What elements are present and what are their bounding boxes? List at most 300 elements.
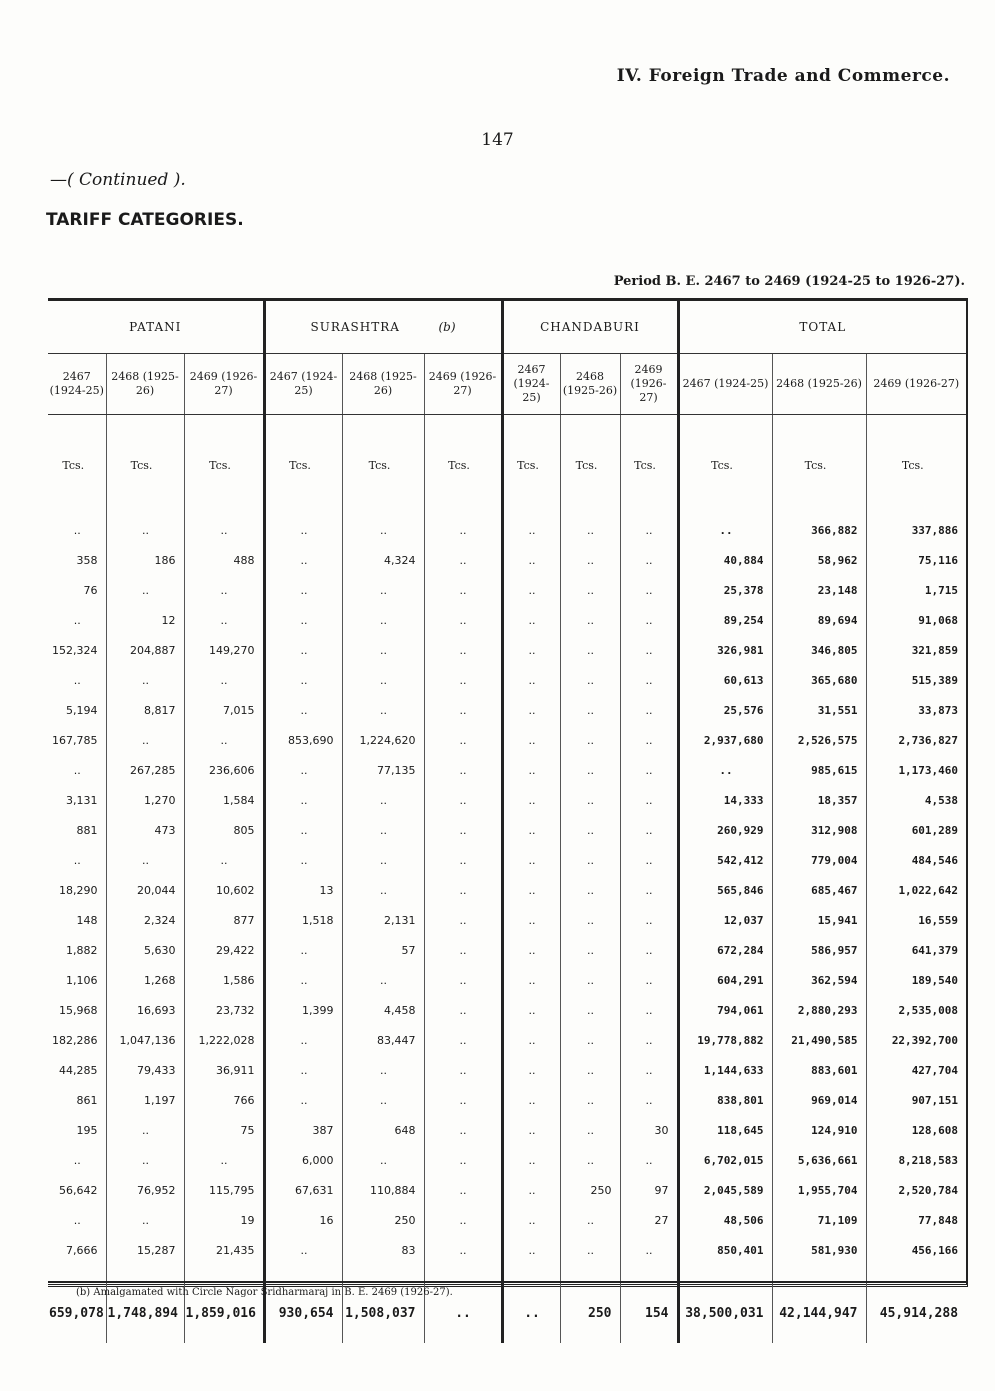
table-cell: .. bbox=[424, 605, 502, 635]
unit-label: Tcs. bbox=[424, 415, 502, 516]
table-cell: 1,584 bbox=[184, 785, 264, 815]
table-row bbox=[48, 695, 966, 725]
table-cell: .. bbox=[424, 1025, 502, 1055]
table-cell: .. bbox=[502, 605, 560, 635]
table-cell: 33,873 bbox=[866, 695, 966, 725]
year-header: 2468 (1925-26) bbox=[342, 354, 424, 415]
table-cell: 881 bbox=[76, 823, 98, 837]
table-cell: .. bbox=[620, 635, 678, 665]
table-cell: 167,785 bbox=[52, 733, 98, 747]
total-cell: 250 bbox=[560, 1282, 620, 1343]
table-cell: .. bbox=[264, 965, 342, 995]
table-cell: 5,630 bbox=[106, 935, 184, 965]
spacer-cell bbox=[866, 1265, 966, 1282]
table-cell: 321,859 bbox=[866, 635, 966, 665]
table-cell: .. bbox=[342, 875, 424, 905]
table-cell: .. bbox=[560, 545, 620, 575]
spacer-cell bbox=[184, 1265, 264, 1282]
table-cell: 4,458 bbox=[342, 995, 424, 1025]
table-cell: .. bbox=[342, 515, 424, 545]
table-cell: 1,518 bbox=[264, 905, 342, 935]
table-cell: 366,882 bbox=[772, 515, 866, 545]
table-cell: 427,704 bbox=[866, 1055, 966, 1085]
table-cell: .. bbox=[620, 515, 678, 545]
group-header-total: TOTAL bbox=[678, 301, 966, 354]
table-cell: .. bbox=[620, 905, 678, 935]
table-cell: 19,778,882 bbox=[678, 1025, 772, 1055]
table-cell: .. bbox=[620, 575, 678, 605]
year-header-row bbox=[48, 354, 966, 415]
table-cell: .. bbox=[424, 1085, 502, 1115]
table-cell: .. bbox=[264, 635, 342, 665]
table-cell: .. bbox=[502, 1235, 560, 1265]
table-cell: .. bbox=[106, 575, 184, 605]
table-cell: .. bbox=[342, 1055, 424, 1085]
table-cell: .. bbox=[620, 1025, 678, 1055]
table-cell: 260,929 bbox=[678, 815, 772, 845]
table-cell: 91,068 bbox=[866, 605, 966, 635]
table-cell: .. bbox=[106, 1145, 184, 1175]
table-cell: .. bbox=[424, 875, 502, 905]
table-cell: .. bbox=[502, 1175, 560, 1205]
table-cell: 115,795 bbox=[184, 1175, 264, 1205]
table-cell: 1,197 bbox=[106, 1085, 184, 1115]
table-cell: 542,412 bbox=[678, 845, 772, 875]
table-cell: .. bbox=[264, 1025, 342, 1055]
table-cell: .. bbox=[620, 1055, 678, 1085]
table-cell: 1,955,704 bbox=[772, 1175, 866, 1205]
table-cell: 2,526,575 bbox=[772, 725, 866, 755]
table-cell: .. bbox=[502, 725, 560, 755]
table-cell: 44,285 bbox=[59, 1063, 98, 1077]
table-cell: 2,131 bbox=[342, 905, 424, 935]
table-cell: 182,286 bbox=[52, 1033, 98, 1047]
total-cell: 42,144,947 bbox=[772, 1282, 866, 1343]
table-cell: .. bbox=[620, 845, 678, 875]
table-cell: .. bbox=[620, 1235, 678, 1265]
table-cell: 387 bbox=[264, 1115, 342, 1145]
table-cell: 326,981 bbox=[678, 635, 772, 665]
table-cell: .. bbox=[342, 845, 424, 875]
table-cell: 850,401 bbox=[678, 1235, 772, 1265]
year-header: 2469 (1926-27) bbox=[620, 354, 678, 415]
table-cell: .. bbox=[264, 575, 342, 605]
table-cell: 985,615 bbox=[772, 755, 866, 785]
table-cell: 16 bbox=[264, 1205, 342, 1235]
group-header-surashtra bbox=[264, 301, 502, 354]
table-cell: 15,968 bbox=[59, 1003, 98, 1017]
total-cell: .. bbox=[424, 1282, 502, 1343]
table-cell: .. bbox=[184, 1145, 264, 1175]
table-cell: 250 bbox=[342, 1205, 424, 1235]
table-cell: 5,194 bbox=[66, 703, 98, 717]
table-cell: 118,645 bbox=[678, 1115, 772, 1145]
table-cell: .. bbox=[502, 935, 560, 965]
table-cell: 3,131 bbox=[66, 793, 98, 807]
table-cell: 7,666 bbox=[66, 1243, 98, 1257]
table-cell: 30 bbox=[620, 1115, 678, 1145]
table-cell: .. bbox=[560, 515, 620, 545]
table-cell: .. bbox=[424, 515, 502, 545]
table-cell: .. bbox=[424, 755, 502, 785]
table-cell: .. bbox=[342, 1085, 424, 1115]
table-cell: .. bbox=[620, 725, 678, 755]
table-cell: 604,291 bbox=[678, 965, 772, 995]
table-cell: .. bbox=[73, 763, 81, 777]
table-cell: .. bbox=[106, 725, 184, 755]
total-cell: 45,914,288 bbox=[866, 1282, 966, 1343]
table-cell: 21,435 bbox=[184, 1235, 264, 1265]
table-cell: .. bbox=[264, 1085, 342, 1115]
table-cell: .. bbox=[264, 1235, 342, 1265]
table-cell: 1,224,620 bbox=[342, 725, 424, 755]
table-cell: .. bbox=[264, 515, 342, 545]
table-row bbox=[48, 875, 966, 905]
total-cell: 154 bbox=[620, 1282, 678, 1343]
table-cell: 186 bbox=[106, 545, 184, 575]
year-header: 2468 (1925-26) bbox=[106, 354, 184, 415]
table-cell: .. bbox=[502, 785, 560, 815]
table-row bbox=[48, 845, 966, 875]
table-cell: .. bbox=[560, 635, 620, 665]
table-cell: .. bbox=[264, 665, 342, 695]
footnote-marker: (b) bbox=[438, 320, 456, 334]
year-header: 2468 (1925-26) bbox=[772, 354, 866, 415]
table-cell: .. bbox=[73, 853, 81, 867]
table-cell: .. bbox=[678, 515, 772, 545]
unit-label: Tcs. bbox=[678, 415, 772, 516]
table-cell: 877 bbox=[184, 905, 264, 935]
table-cell: 1,106 bbox=[66, 973, 98, 987]
table-cell: 60,613 bbox=[678, 665, 772, 695]
table-cell: .. bbox=[264, 935, 342, 965]
table-cell: 195 bbox=[76, 1123, 98, 1137]
table-cell: 672,284 bbox=[678, 935, 772, 965]
table-cell: .. bbox=[342, 665, 424, 695]
table-cell: .. bbox=[106, 1115, 184, 1145]
table-cell: 128,608 bbox=[866, 1115, 966, 1145]
table-row bbox=[48, 815, 966, 845]
table-cell: 236,606 bbox=[184, 755, 264, 785]
table-cell: 853,690 bbox=[264, 725, 342, 755]
table-cell: 358 bbox=[76, 553, 98, 567]
page-number: 147 bbox=[481, 130, 514, 150]
table-cell: 861 bbox=[76, 1093, 98, 1107]
table-cell: .. bbox=[560, 815, 620, 845]
table-cell: .. bbox=[424, 575, 502, 605]
table-cell: .. bbox=[502, 575, 560, 605]
table-cell: 16,559 bbox=[866, 905, 966, 935]
table-row bbox=[48, 995, 966, 1025]
table-row bbox=[48, 545, 966, 575]
table-cell: .. bbox=[620, 1085, 678, 1115]
table-cell: 907,151 bbox=[866, 1085, 966, 1115]
table-row bbox=[48, 1025, 966, 1055]
table-body bbox=[48, 415, 966, 1344]
footnote: (b) Amalgamated with Circle Nagor Sridharmaraj in B. E. 2469 (1926-27). bbox=[76, 1287, 453, 1298]
table-cell: .. bbox=[560, 695, 620, 725]
year-header: 2467 (1924-25) bbox=[264, 354, 342, 415]
table-cell: .. bbox=[502, 515, 560, 545]
table-cell: 57 bbox=[342, 935, 424, 965]
table-cell: 1,882 bbox=[66, 943, 98, 957]
table-cell: 2,535,008 bbox=[866, 995, 966, 1025]
unit-label: Tcs. bbox=[772, 415, 866, 516]
table-cell: .. bbox=[342, 695, 424, 725]
unit-label: Tcs. bbox=[866, 415, 966, 516]
table-cell: 365,680 bbox=[772, 665, 866, 695]
table-cell: .. bbox=[620, 545, 678, 575]
table-cell: .. bbox=[502, 965, 560, 995]
table-cell: 5,636,661 bbox=[772, 1145, 866, 1175]
table-cell: 15,941 bbox=[772, 905, 866, 935]
table-cell: 89,254 bbox=[678, 605, 772, 635]
table-cell: .. bbox=[73, 673, 81, 687]
table-cell: 581,930 bbox=[772, 1235, 866, 1265]
table-cell: 794,061 bbox=[678, 995, 772, 1025]
year-header: 2467 (1924-25) bbox=[502, 354, 560, 415]
table-cell: 12,037 bbox=[678, 905, 772, 935]
table-cell: 565,846 bbox=[678, 875, 772, 905]
total-cell: 659,078 bbox=[48, 1282, 106, 1343]
group-header-row bbox=[48, 301, 966, 354]
table-cell: .. bbox=[424, 665, 502, 695]
table-cell: .. bbox=[560, 1115, 620, 1145]
table-cell: .. bbox=[502, 635, 560, 665]
table-row bbox=[48, 665, 966, 695]
table-cell: .. bbox=[560, 1205, 620, 1235]
table-cell: .. bbox=[560, 875, 620, 905]
table-cell: .. bbox=[424, 1055, 502, 1085]
table-cell: .. bbox=[184, 665, 264, 695]
total-cell: 1,748,894 bbox=[106, 1282, 184, 1343]
table-cell: 152,324 bbox=[52, 643, 98, 657]
table-cell: 641,379 bbox=[866, 935, 966, 965]
table-cell: 362,594 bbox=[772, 965, 866, 995]
table-cell: .. bbox=[424, 845, 502, 875]
table-cell: .. bbox=[502, 995, 560, 1025]
table-cell: 18,290 bbox=[59, 883, 98, 897]
table-cell: 79,433 bbox=[106, 1055, 184, 1085]
spacer-row bbox=[48, 1265, 966, 1282]
table-cell: .. bbox=[620, 1145, 678, 1175]
table-cell: .. bbox=[424, 965, 502, 995]
table-row bbox=[48, 1055, 966, 1085]
table-cell: 71,109 bbox=[772, 1205, 866, 1235]
table-cell: .. bbox=[264, 845, 342, 875]
table-cell: 250 bbox=[560, 1175, 620, 1205]
table-cell: .. bbox=[264, 815, 342, 845]
continued-label: —( Continued ). bbox=[50, 170, 186, 190]
table-row bbox=[48, 755, 966, 785]
table-row bbox=[48, 1145, 966, 1175]
table-cell: .. bbox=[424, 1205, 502, 1235]
table-cell: .. bbox=[502, 875, 560, 905]
total-cell: 930,654 bbox=[264, 1282, 342, 1343]
table-cell: 805 bbox=[184, 815, 264, 845]
table-cell: 189,540 bbox=[866, 965, 966, 995]
table-cell: .. bbox=[502, 1025, 560, 1055]
table-cell: 1,270 bbox=[106, 785, 184, 815]
unit-label: Tcs. bbox=[62, 458, 85, 472]
table-cell: .. bbox=[73, 1153, 81, 1167]
table-row bbox=[48, 905, 966, 935]
table-cell: 8,817 bbox=[106, 695, 184, 725]
table-cell: 1,586 bbox=[184, 965, 264, 995]
table-cell: .. bbox=[184, 845, 264, 875]
table-cell: 2,520,784 bbox=[866, 1175, 966, 1205]
table-cell: 2,736,827 bbox=[866, 725, 966, 755]
table-cell: 515,389 bbox=[866, 665, 966, 695]
table-cell: .. bbox=[106, 515, 184, 545]
table-cell: .. bbox=[502, 1115, 560, 1145]
table-cell: 969,014 bbox=[772, 1085, 866, 1115]
table-cell: .. bbox=[620, 665, 678, 695]
unit-label: Tcs. bbox=[560, 415, 620, 516]
table-cell: 2,324 bbox=[106, 905, 184, 935]
table-cell: .. bbox=[502, 1145, 560, 1175]
year-header: 2468 (1925-26) bbox=[560, 354, 620, 415]
section-title: IV. Foreign Trade and Commerce. bbox=[616, 66, 950, 86]
table-cell: .. bbox=[560, 785, 620, 815]
table-row bbox=[48, 1235, 966, 1265]
table-cell: 48,506 bbox=[678, 1205, 772, 1235]
table-cell: 4,538 bbox=[866, 785, 966, 815]
table-cell: .. bbox=[424, 695, 502, 725]
spacer-cell bbox=[772, 1265, 866, 1282]
table-cell: .. bbox=[424, 1235, 502, 1265]
spacer-cell bbox=[342, 1265, 424, 1282]
table-cell: .. bbox=[560, 1055, 620, 1085]
unit-label: Tcs. bbox=[342, 415, 424, 516]
table-cell: 1,399 bbox=[264, 995, 342, 1025]
table-cell: .. bbox=[502, 755, 560, 785]
table-cell: .. bbox=[424, 815, 502, 845]
table-cell: .. bbox=[424, 635, 502, 665]
table-cell: 2,045,589 bbox=[678, 1175, 772, 1205]
table-cell: .. bbox=[560, 605, 620, 635]
group-header-chandaburi: CHANDABURI bbox=[502, 301, 678, 354]
table-cell: 23,732 bbox=[184, 995, 264, 1025]
table-cell: .. bbox=[424, 1145, 502, 1175]
table-cell: 77,848 bbox=[866, 1205, 966, 1235]
table-cell: 7,015 bbox=[184, 695, 264, 725]
table-cell: 1,022,642 bbox=[866, 875, 966, 905]
table-cell: 1,222,028 bbox=[184, 1025, 264, 1055]
table-cell: 76 bbox=[83, 583, 98, 597]
table-cell: 20,044 bbox=[106, 875, 184, 905]
unit-label: Tcs. bbox=[620, 415, 678, 516]
table-cell: .. bbox=[560, 665, 620, 695]
table-cell: .. bbox=[620, 695, 678, 725]
table-cell: 29,422 bbox=[184, 935, 264, 965]
table-cell: 586,957 bbox=[772, 935, 866, 965]
table-cell: .. bbox=[620, 875, 678, 905]
table-cell: 346,805 bbox=[772, 635, 866, 665]
table-row bbox=[48, 785, 966, 815]
table-row bbox=[48, 515, 966, 545]
table-cell: 76,952 bbox=[106, 1175, 184, 1205]
year-header: 2469 (1926-27) bbox=[424, 354, 502, 415]
table-cell: .. bbox=[424, 935, 502, 965]
table-cell: 838,801 bbox=[678, 1085, 772, 1115]
table-cell: 1,268 bbox=[106, 965, 184, 995]
table-cell: .. bbox=[620, 815, 678, 845]
table-row bbox=[48, 1175, 966, 1205]
period-label: Period B. E. 2467 to 2469 (1924-25 to 1926-27). bbox=[613, 274, 965, 289]
table-cell: .. bbox=[560, 725, 620, 755]
trade-table bbox=[48, 301, 966, 1343]
table-cell: 6,702,015 bbox=[678, 1145, 772, 1175]
table-cell: 89,694 bbox=[772, 605, 866, 635]
table-cell: .. bbox=[424, 995, 502, 1025]
table-cell: .. bbox=[424, 785, 502, 815]
table-cell: 23,148 bbox=[772, 575, 866, 605]
table-cell: .. bbox=[184, 575, 264, 605]
table-cell: .. bbox=[424, 725, 502, 755]
table-cell: .. bbox=[502, 545, 560, 575]
spacer-cell bbox=[502, 1265, 560, 1282]
table-cell: 67,631 bbox=[264, 1175, 342, 1205]
year-header: 2469 (1926-27) bbox=[184, 354, 264, 415]
table-cell: .. bbox=[502, 695, 560, 725]
year-header: 2467 (1924-25) bbox=[678, 354, 772, 415]
table-cell: .. bbox=[620, 605, 678, 635]
table-cell: .. bbox=[560, 935, 620, 965]
table-cell: 473 bbox=[106, 815, 184, 845]
table-subtitle: TARIFF CATEGORIES. bbox=[46, 210, 244, 230]
table-row bbox=[48, 575, 966, 605]
table-cell: .. bbox=[620, 965, 678, 995]
unit-label: Tcs. bbox=[264, 415, 342, 516]
table-cell: 883,601 bbox=[772, 1055, 866, 1085]
table-cell: .. bbox=[342, 965, 424, 995]
table-cell: 488 bbox=[184, 545, 264, 575]
table-cell: .. bbox=[264, 755, 342, 785]
table-cell: .. bbox=[560, 845, 620, 875]
table-cell: .. bbox=[342, 605, 424, 635]
spacer-cell bbox=[106, 1265, 184, 1282]
table-cell: 16,693 bbox=[106, 995, 184, 1025]
table-cell: 337,886 bbox=[866, 515, 966, 545]
table-cell: .. bbox=[424, 905, 502, 935]
unit-label: Tcs. bbox=[106, 415, 184, 516]
table-row bbox=[48, 635, 966, 665]
table-cell: .. bbox=[620, 785, 678, 815]
table-cell: .. bbox=[502, 1205, 560, 1235]
table-cell: 25,378 bbox=[678, 575, 772, 605]
spacer-cell bbox=[620, 1265, 678, 1282]
table-cell: .. bbox=[678, 755, 772, 785]
table-cell: .. bbox=[73, 613, 81, 627]
table-cell: 14,333 bbox=[678, 785, 772, 815]
table-row bbox=[48, 1205, 966, 1235]
table-cell: .. bbox=[264, 695, 342, 725]
table-row bbox=[48, 935, 966, 965]
table-cell: 601,289 bbox=[866, 815, 966, 845]
table-row bbox=[48, 1115, 966, 1145]
table-cell: .. bbox=[424, 1115, 502, 1145]
total-cell: 1,508,037 bbox=[342, 1282, 424, 1343]
table-cell: 766 bbox=[184, 1085, 264, 1115]
table-cell: .. bbox=[560, 1235, 620, 1265]
table-cell: .. bbox=[502, 815, 560, 845]
table-cell: .. bbox=[184, 605, 264, 635]
year-header: 2469 (1926-27) bbox=[866, 354, 966, 415]
table-cell: .. bbox=[502, 1085, 560, 1115]
table-cell: 15,287 bbox=[106, 1235, 184, 1265]
table-cell: 13 bbox=[264, 875, 342, 905]
